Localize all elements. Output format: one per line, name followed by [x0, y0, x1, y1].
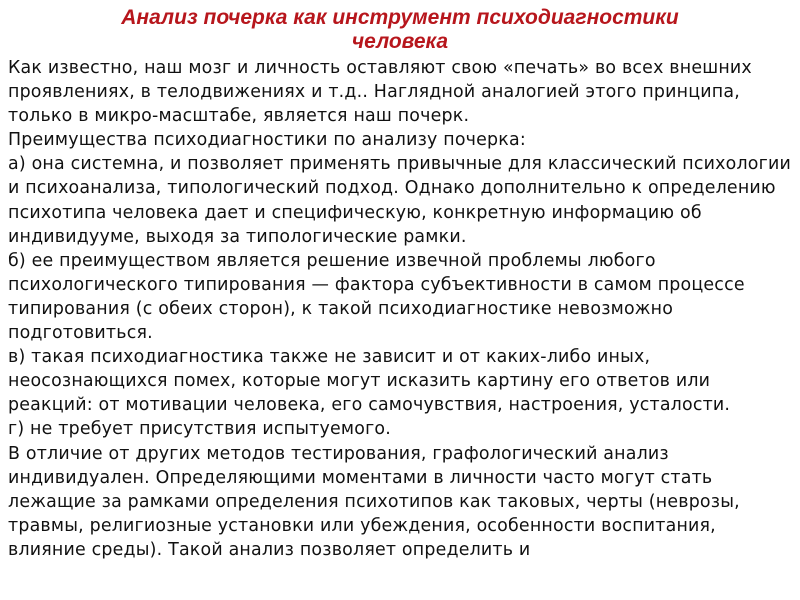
paragraph-point-v: в) такая психодиагностика также не зависит и от каких-либо иных, неосознающихся помех, которые могут исказить картину его ответов или реакций: от мотивации человека, его самочувствия, настроения, усталости.	[8, 347, 731, 416]
paragraph-point-b: б) ее преимуществом является решение извечной проблемы любого психологического типирования — фактора субъективности в самом процессе типирования (с обеих сторон), к такой психодиагностике невозможно подготовиться.	[8, 250, 745, 344]
slide-title-line-2: человека	[351, 30, 449, 53]
slide-title	[0, 6, 800, 54]
paragraph-advantages-heading: Преимущества психодиагностики по анализу почерка:	[8, 130, 526, 151]
paragraph-point-a: а) она системна, и позволяет применять привычные для классический психологии и психоанализа, типологический подход. Однако дополнительно к определению психотипа человека дает и специфическую, конкретную информацию об индивидууме, выходя за типологические рамки.	[8, 154, 791, 247]
paragraph-conclusion: В отличие от других методов тестирования, графологический анализ индивидуален. Определяющими моментами в личности часто могут стать лежащие за рамками определения психотипов как таковых, черты (неврозы, травмы, религиозные установки или убеждения, особенности воспитания, влияние среды). Такой анализ позволяет определить и	[8, 443, 740, 560]
slide-body	[8, 56, 796, 562]
paragraph-point-g: г) не требует присутствия испытуемого.	[8, 419, 391, 440]
paragraph-intro: Как известно, наш мозг и личность оставляют свою «печать» во всех внешних проявлениях, в телодвижениях и т.д.. Наглядной аналогией этого принципа, только в микро-масштабе, является наш почерк.	[8, 58, 752, 127]
slide-title-line-1: Анализ почерка как инструмент психодиагностики	[121, 6, 679, 29]
